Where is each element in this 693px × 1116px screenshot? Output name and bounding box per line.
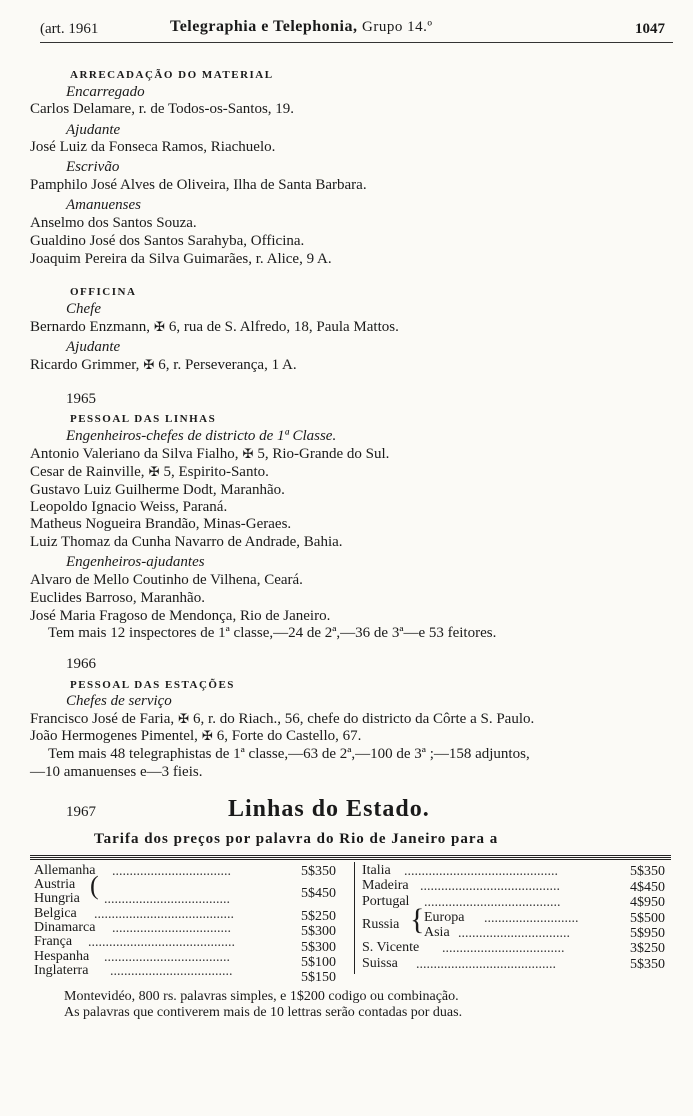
entry-ajudante-officina (30, 356, 297, 374)
article-number-1967: 1967 (66, 804, 96, 820)
entry-detail: 6, Forte do Castello, 67. (216, 728, 362, 744)
entry-amanuense: Anselmo dos Santos Souza. (30, 215, 197, 231)
entry-name: Cesar de Rainville, (30, 464, 145, 480)
entry-name: Francisco José de Faria, (30, 711, 175, 727)
table-row-name: Belgica (34, 906, 77, 921)
entry-detail: 6, r. Perseverança, 1 A. (158, 357, 297, 373)
leader-dots: ........................................ (94, 907, 234, 922)
star-cross-icon: ✠ (143, 357, 155, 372)
table-row-name: França (34, 934, 73, 949)
table-row-price: 5$950 (630, 926, 665, 941)
leader-dots: ........................................ (416, 957, 556, 972)
entry-amanuense: Joaquim Pereira da Silva Guimarães, r. Alice, 9 A. (30, 251, 332, 267)
section-heading-officina: OFFICINA (70, 286, 137, 298)
table-row-price: 5$300 (301, 940, 336, 955)
leader-dots: ................................... (442, 941, 565, 956)
header-article: (art. 1961 (40, 21, 99, 37)
entry-name: João Hermogenes Pimentel, (30, 728, 198, 744)
entry-detail: 5, Rio-Grande do Sul. (257, 446, 390, 462)
table-top-rule (30, 855, 671, 858)
table-row-name: Russia (362, 917, 400, 932)
star-cross-icon: ✠ (178, 711, 190, 726)
role-label-encarregado: Encarregado (66, 84, 145, 100)
star-cross-icon: ✠ (153, 319, 165, 334)
entry-amanuense: Gualdino José dos Santos Sarahyba, Officina. (30, 233, 305, 249)
table-row-name: Asia (424, 925, 450, 940)
star-cross-icon: ✠ (201, 728, 213, 743)
page-number: 1047 (635, 21, 665, 37)
table-row-name: S. Vicente (362, 940, 420, 955)
entry-eng-ajudante: Alvaro de Mello Coutinho de Vilhena, Ceará. (30, 572, 303, 588)
leader-dots: ........................... (484, 911, 579, 926)
table-row-name: Dinamarca (34, 920, 96, 935)
entry-chefe-servico (30, 727, 361, 745)
role-label-eng-chefes: Engenheiros-chefes de districto de 1ª Classe. (66, 428, 337, 444)
table-row-name: Austria (34, 877, 76, 892)
table-row-price: 5$250 (301, 909, 336, 924)
table-row-price: 4$950 (630, 895, 665, 910)
entry-eng-chefe: Leopoldo Ignacio Weiss, Paraná. (30, 499, 228, 515)
entry-escrivao: Pamphilo José Alves de Oliveira, Ilha de Santa Barbara. (30, 177, 367, 193)
table-row-price: 5$500 (630, 911, 665, 926)
running-header (40, 18, 665, 42)
article-number-1966: 1966 (66, 656, 96, 672)
table-row-name: Hungria (34, 891, 80, 906)
header-rule (40, 42, 673, 43)
role-label-amanuenses: Amanuenses (66, 197, 141, 213)
entry-detail: 5, Espirito-Santo. (163, 464, 269, 480)
table-row-name: Suissa (362, 956, 398, 971)
entry-eng-chefe (30, 463, 269, 481)
leader-dots: .................................. (112, 864, 231, 879)
tariff-subtitle: Tarifa dos preços por palavra do Rio de Janeiro para a (94, 831, 499, 847)
table-row-price: 5$350 (630, 957, 665, 972)
table-row-price: 5$150 (301, 970, 336, 985)
note-1966-line2: —10 amanuenses e—3 fieis. (30, 764, 203, 780)
entry-name: Ricardo Grimmer, (30, 357, 140, 373)
table-row-price: 5$350 (301, 864, 336, 879)
leader-dots: .................................... (104, 892, 230, 907)
entry-chefe-officina (30, 318, 399, 336)
table-row-name: Portugal (362, 894, 410, 909)
entry-name: Antonio Valeriano da Silva Fialho, (30, 446, 239, 462)
entry-encarregado: Carlos Delamare, r. de Todos-os-Santos, 19. (30, 101, 295, 117)
entry-eng-chefe: Gustavo Luiz Guilherme Dodt, Maranhão. (30, 482, 285, 498)
section-heading-linhas: PESSOAL DAS LINHAS (70, 413, 217, 425)
table-row-price: 4$450 (630, 880, 665, 895)
table-row-price: 5$350 (630, 864, 665, 879)
section-title-linhas-estado: Linhas do Estado. (228, 796, 430, 822)
table-row-price: 5$450 (301, 886, 336, 901)
role-label-escrivao: Escrivão (66, 159, 120, 175)
note-1966-line1: Tem mais 48 telegraphistas de 1ª classe,—63 de 2ª,—100 de 3ª ;—158 adjuntos, (48, 746, 530, 762)
entry-ajudante: José Luiz da Fonseca Ramos, Riachuelo. (30, 139, 276, 155)
table-column-divider (354, 862, 355, 974)
leader-dots: ................................... (110, 964, 233, 979)
entry-eng-ajudante: José Maria Fragoso de Mendonça, Rio de Janeiro. (30, 608, 331, 624)
star-cross-icon: ✠ (148, 464, 160, 479)
star-cross-icon: ✠ (242, 446, 254, 461)
entry-eng-chefe (30, 445, 389, 463)
role-label-ajudante: Ajudante (66, 122, 121, 138)
tariff-footer-palavras: As palavras que contiverem mais de 10 lettras serão contadas por duas. (64, 1005, 463, 1020)
section-heading-arrecadacao: ARRECADAÇÃO DO MATERIAL (70, 69, 274, 81)
leader-dots: .................................... (104, 950, 230, 965)
brace-icon: ( (90, 871, 99, 900)
table-row-name: Inglaterra (34, 963, 89, 978)
entry-eng-chefe: Matheus Nogueira Brandão, Minas-Geraes. (30, 516, 292, 532)
header-title-text: Telegraphia e Telephonia, (170, 18, 358, 35)
entry-chefe-servico (30, 710, 534, 728)
role-label-eng-ajudantes: Engenheiros-ajudantes (66, 554, 205, 570)
article-number-1965: 1965 (66, 391, 96, 407)
entry-eng-chefe: Luiz Thomaz da Cunha Navarro de Andrade, Bahia. (30, 534, 343, 550)
table-row-price: 3$250 (630, 941, 665, 956)
header-title (170, 18, 432, 36)
brace-icon: { (410, 903, 425, 936)
entry-eng-ajudante: Euclides Barroso, Maranhão. (30, 590, 205, 606)
table-row-name: Europa (424, 910, 465, 925)
entry-detail: 6, rua de S. Alfredo, 18, Paula Mattos. (168, 319, 399, 335)
leader-dots: ................................ (458, 926, 570, 941)
header-group: Grupo 14.º (362, 19, 433, 35)
table-row-name: Madeira (362, 878, 409, 893)
table-row-name: Hespanha (34, 949, 90, 964)
role-label-chefes-servico: Chefes de serviço (66, 693, 172, 709)
table-row-name: Italia (362, 863, 391, 878)
section-heading-estacoes: PESSOAL DAS ESTAÇÕES (70, 679, 235, 691)
table-row-price: 5$100 (301, 955, 336, 970)
note-1965: Tem mais 12 inspectores de 1ª classe,—24 de 2ª,—36 de 3ª—e 53 feitores. (48, 625, 497, 641)
role-label-ajudante-officina: Ajudante (66, 339, 121, 355)
leader-dots: .................................. (112, 921, 231, 936)
table-top-rule-thin (30, 859, 671, 860)
leader-dots: ........................................ (420, 879, 560, 894)
leader-dots: ............................................ (404, 864, 558, 879)
entry-detail: 6, r. do Riach., 56, chefe do districto da Côrte a S. Paulo. (193, 711, 535, 727)
role-label-chefe: Chefe (66, 301, 101, 317)
table-row-name: Allemanha (34, 863, 96, 878)
table-row-price: 5$300 (301, 924, 336, 939)
tariff-footer-montevideo: Montevidéo, 800 rs. palavras simples, e 1$200 codigo ou combinação. (64, 989, 459, 1004)
leader-dots: ....................................... (424, 895, 561, 910)
leader-dots: .......................................... (88, 935, 235, 950)
entry-name: Bernardo Enzmann, (30, 319, 150, 335)
